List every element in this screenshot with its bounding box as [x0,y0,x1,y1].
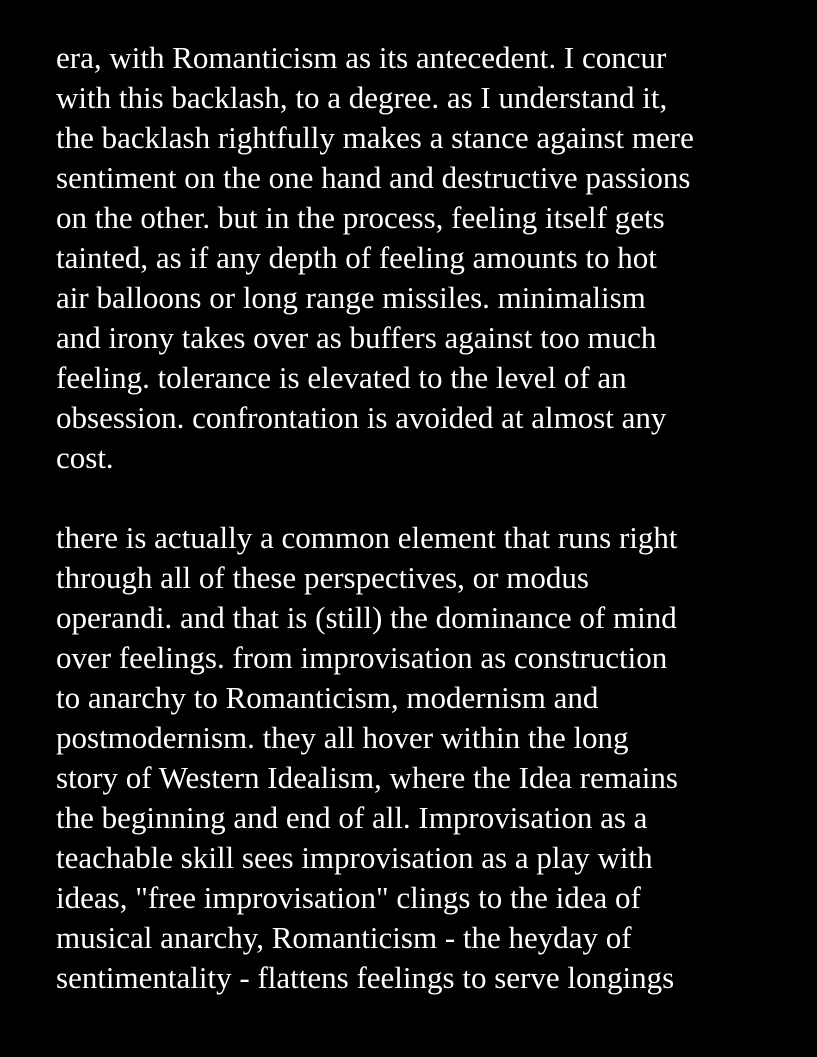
text-line: there is actually a common element that runs right [56,520,678,555]
text-line: air balloons or long range missiles. minimalism [56,280,646,315]
text-line: on the other. but in the process, feeling itself gets [56,200,665,235]
text-line: ideas, "free improvisation" clings to the idea of [56,880,641,915]
text-line: and irony takes over as buffers against too much [56,320,657,355]
paragraph-1 [56,38,694,478]
text-line: obsession. confrontation is avoided at almost any [56,400,667,435]
text-line: sentimentality - flattens feelings to serve longings [56,960,675,995]
text-line: to anarchy to Romanticism, modernism and [56,680,599,715]
text-line: with this backlash, to a degree. as I understand it, [56,80,668,115]
text-line: era, with Romanticism as its antecedent. I concur [56,40,667,75]
text-line: cost. [56,440,114,475]
text-line: the backlash rightfully makes a stance against mere [56,120,694,155]
text-line: through all of these perspectives, or modus [56,560,589,595]
text-line: postmodernism. they all hover within the long [56,720,629,755]
text-line: story of Western Idealism, where the Idea remains [56,760,678,795]
text-line: the beginning and end of all. Improvisation as a [56,800,648,835]
text-line: sentiment on the one hand and destructive passions [56,160,691,195]
text-line: teachable skill sees improvisation as a play with [56,840,653,875]
text-line: musical anarchy, Romanticism - the heyday of [56,920,632,955]
text-line: tainted, as if any depth of feeling amounts to hot [56,240,657,275]
paragraph-2 [56,518,678,998]
text-line: over feelings. from improvisation as construction [56,640,668,675]
text-line: operandi. and that is (still) the dominance of mind [56,600,677,635]
text-line: feeling. tolerance is elevated to the level of an [56,360,627,395]
